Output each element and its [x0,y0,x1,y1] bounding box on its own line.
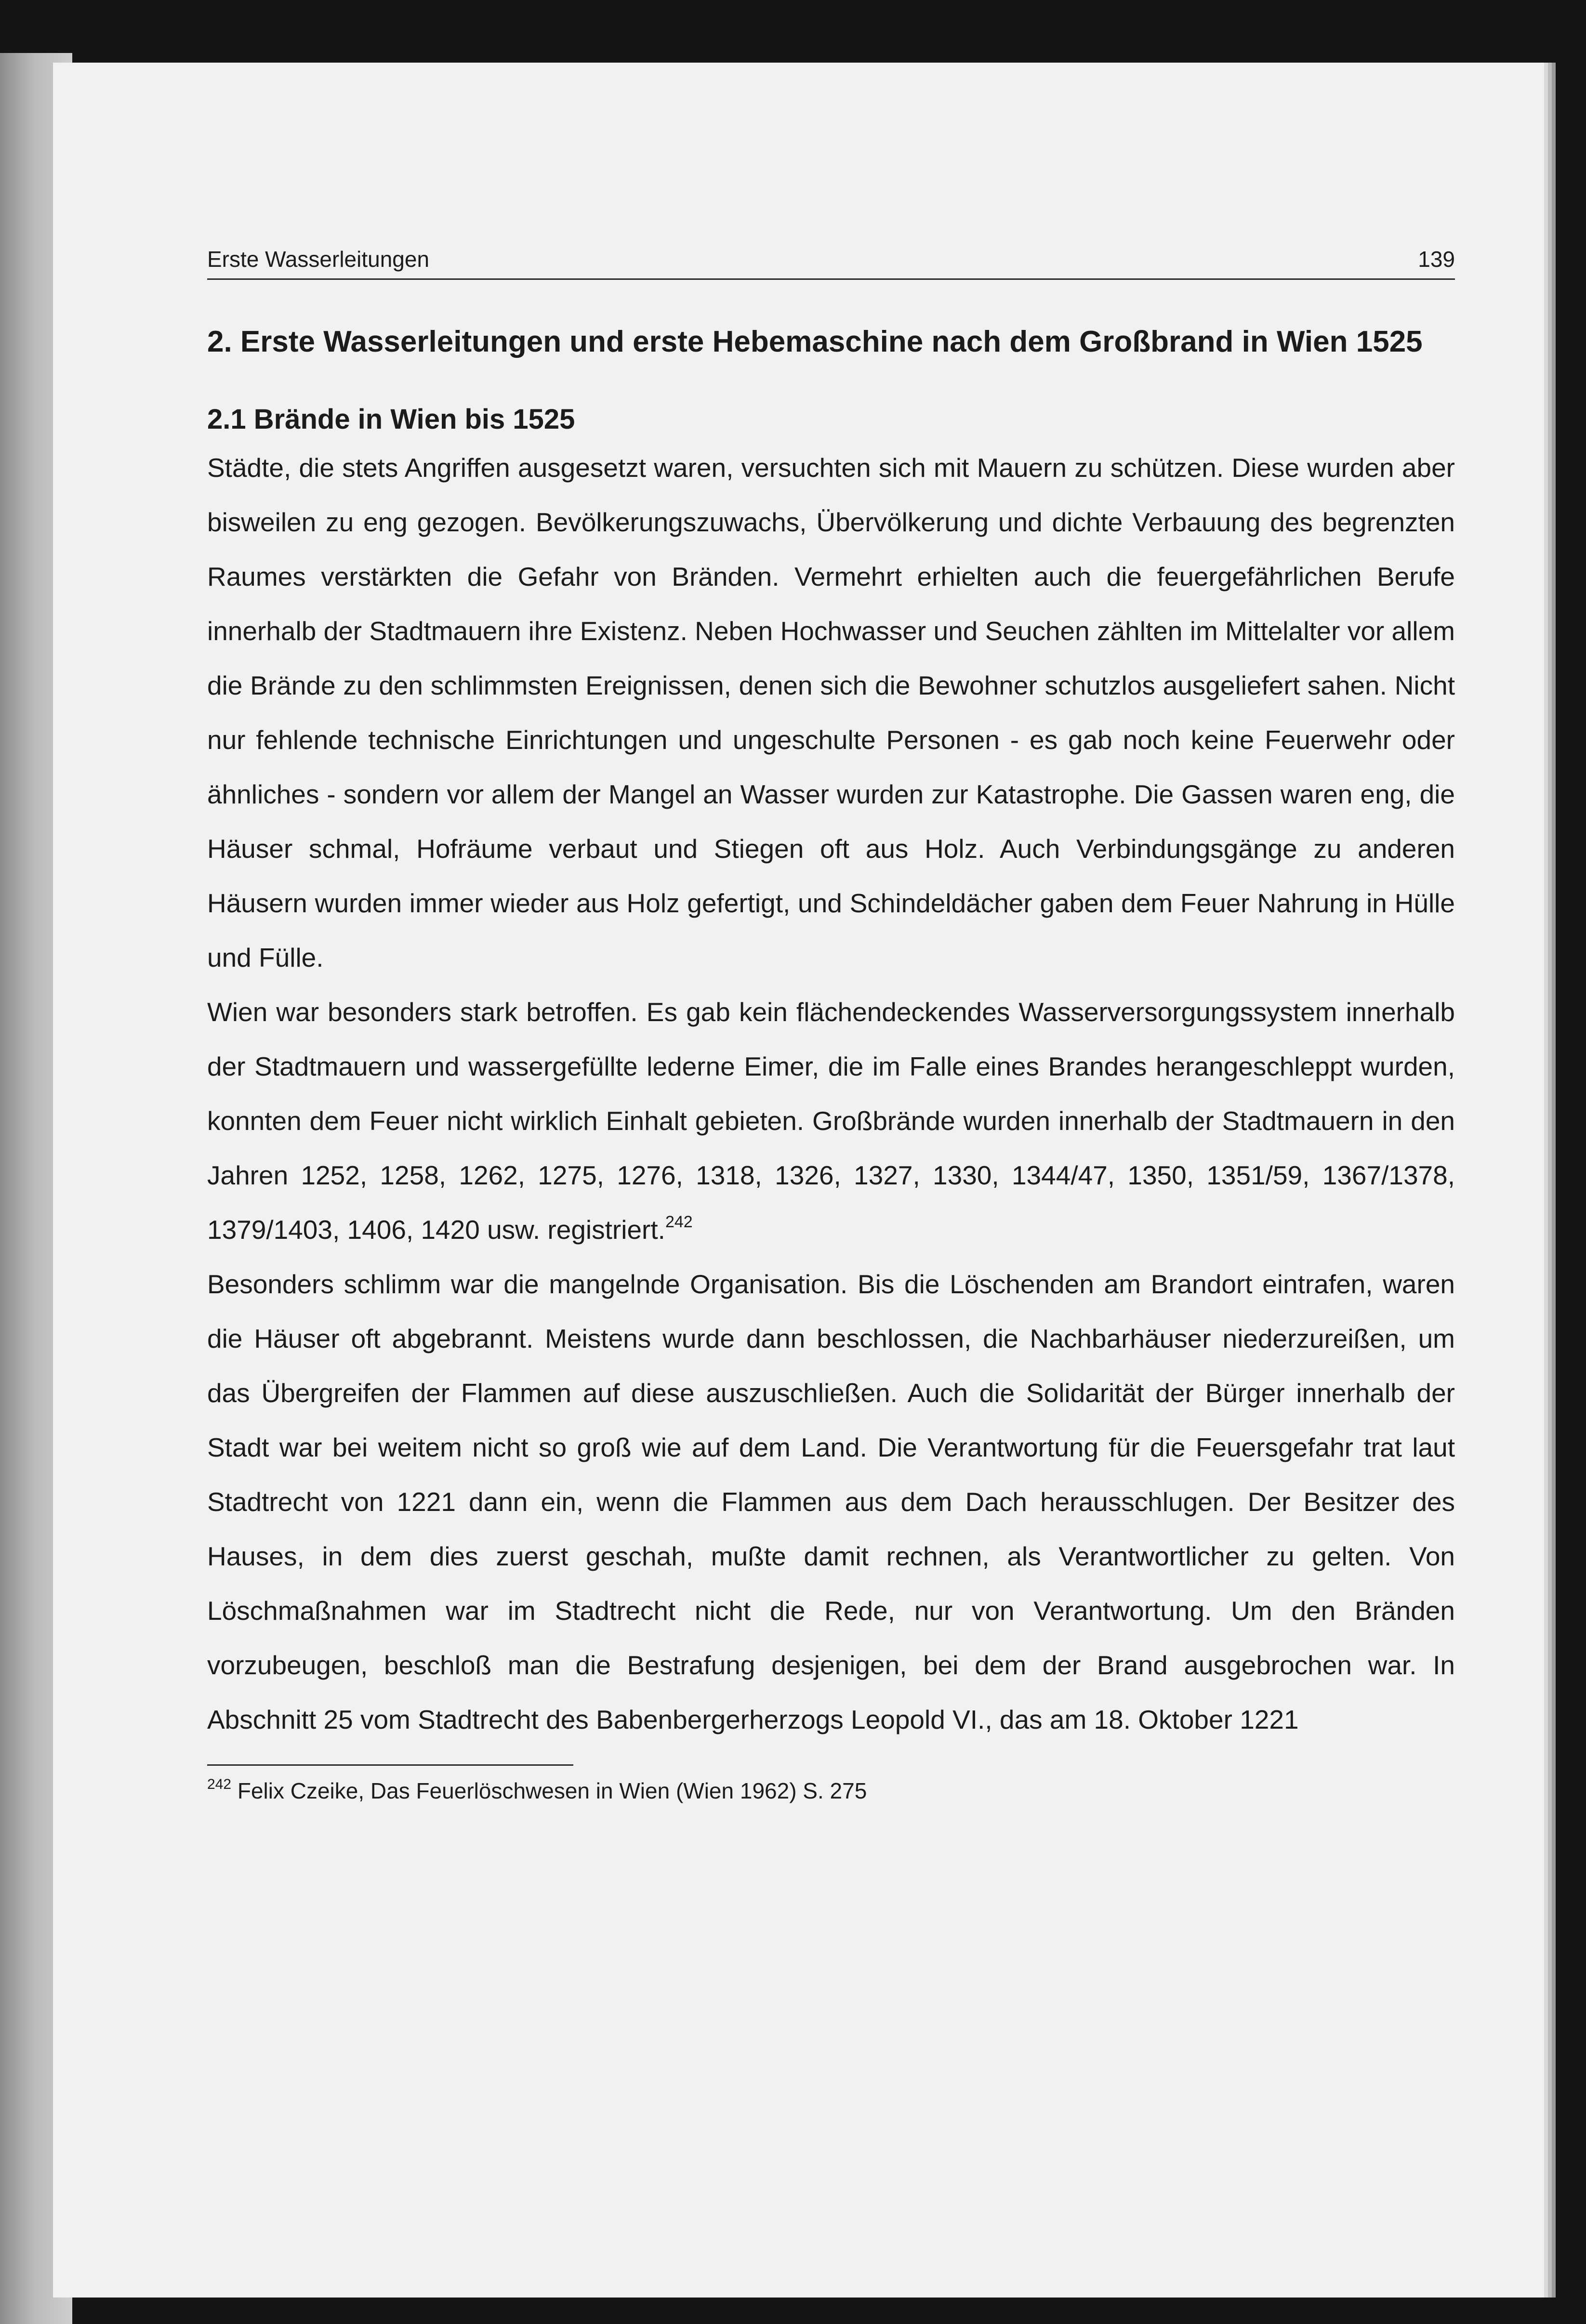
page-content [207,246,1455,1805]
book-page [53,63,1544,2298]
footnote-text: Felix Czeike, Das Feuerlöschwesen in Wien (Wien 1962) S. 275 [237,1778,867,1803]
body-text [207,441,1455,1747]
paragraph-2 [207,985,1455,1257]
running-header [207,246,1455,280]
running-title: Erste Wasserleitungen [207,247,430,272]
chapter-heading: 2. Erste Wasserleitungen und erste Hebemaschine nach dem Großbrand in Wien 1525 [207,325,1423,358]
footnote-reference: 242 [665,1213,693,1231]
footnote-divider [207,1764,573,1766]
section-heading: 2.1 Brände in Wien bis 1525 [207,404,575,435]
paragraph-2-text: Wien war besonders stark betroffen. Es gab kein flächendeckendes Wasserversorgungssystem innerhalb der Stadtmauern und wassergefüllte lederne Eimer, die im Falle eines Brandes herangeschleppt wurden, konnten dem Feuer nicht wirklich Einhalt gebieten. Großbrände wurden innerhalb der Stadtmauern in den Jahren 1252, 1258, 1262, 1275, 1276, 1318, 1326, 1327, 1330, 1344/47, 1350, 1351/59, 1367/1378, 1379/1403, 1406, 1420 usw. registriert. [207,997,1455,1245]
paragraph-3: Besonders schlimm war die mangelnde Organisation. Bis die Löschenden am Brandort eintrafen, waren die Häuser oft abgebrannt. Meistens wurde dann beschlossen, die Nachbarhäuser niederzureißen, um das Übergreifen der Flammen auf diese auszuschließen. Auch die Solidarität der Bürger innerhalb der Stadt war bei weitem nicht so groß wie auf dem Land. Die Verantwortung für die Feuersgefahr trat laut Stadtrecht von 1221 dann ein, wenn die Flammen aus dem Dach herausschlugen. Der Besitzer des Hauses, in dem dies zuerst geschah, mußte damit rechnen, als Verantwortlicher zu gelten. Von Löschmaßnahmen war im Stadtrecht nicht die Rede, nur von Verantwortung. Um den Bränden vorzubeugen, beschloß man die Bestrafung desjenigen, bei dem der Brand ausgebrochen war. In Abschnitt 25 vom Stadtrecht des Babenbergerherzogs Leopold VI., das am 18. Oktober 1221 [207,1269,1455,1734]
footnote-number: 242 [207,1776,232,1792]
paragraph-1: Städte, die stets Angriffen ausgesetzt waren, versuchten sich mit Mauern zu schützen. Diese wurden aber bisweilen zu eng gezogen. Bevölkerungszuwachs, Übervölkerung und dichte Verbauung des begrenzten Raumes verstärkten die Gefahr von Bränden. Vermehrt erhielten auch die feuergefährlichen Berufe innerhalb der Stadtmauern ihre Existenz. Neben Hochwasser und Seuchen zählten im Mittelalter vor allem die Brände zu den schlimmsten Ereignissen, denen sich die Bewohner schutzlos ausgeliefert sahen. Nicht nur fehlende technische Einrichtungen und ungeschulte Personen - es gab noch keine Feuerwehr oder ähnliches - sondern vor allem der Mangel an Wasser wurden zur Katastrophe. Die Gassen waren eng, die Häuser schmal, Hofräume verbaut und Stiegen oft aus Holz. Auch Verbindungsgänge zu anderen Häusern wurden immer wieder aus Holz gefertigt, und Schindeldächer gaben dem Feuer Nahrung in Hülle und Fülle. [207,453,1455,972]
footnote [207,1776,1455,1805]
page-number: 139 [1418,247,1455,272]
